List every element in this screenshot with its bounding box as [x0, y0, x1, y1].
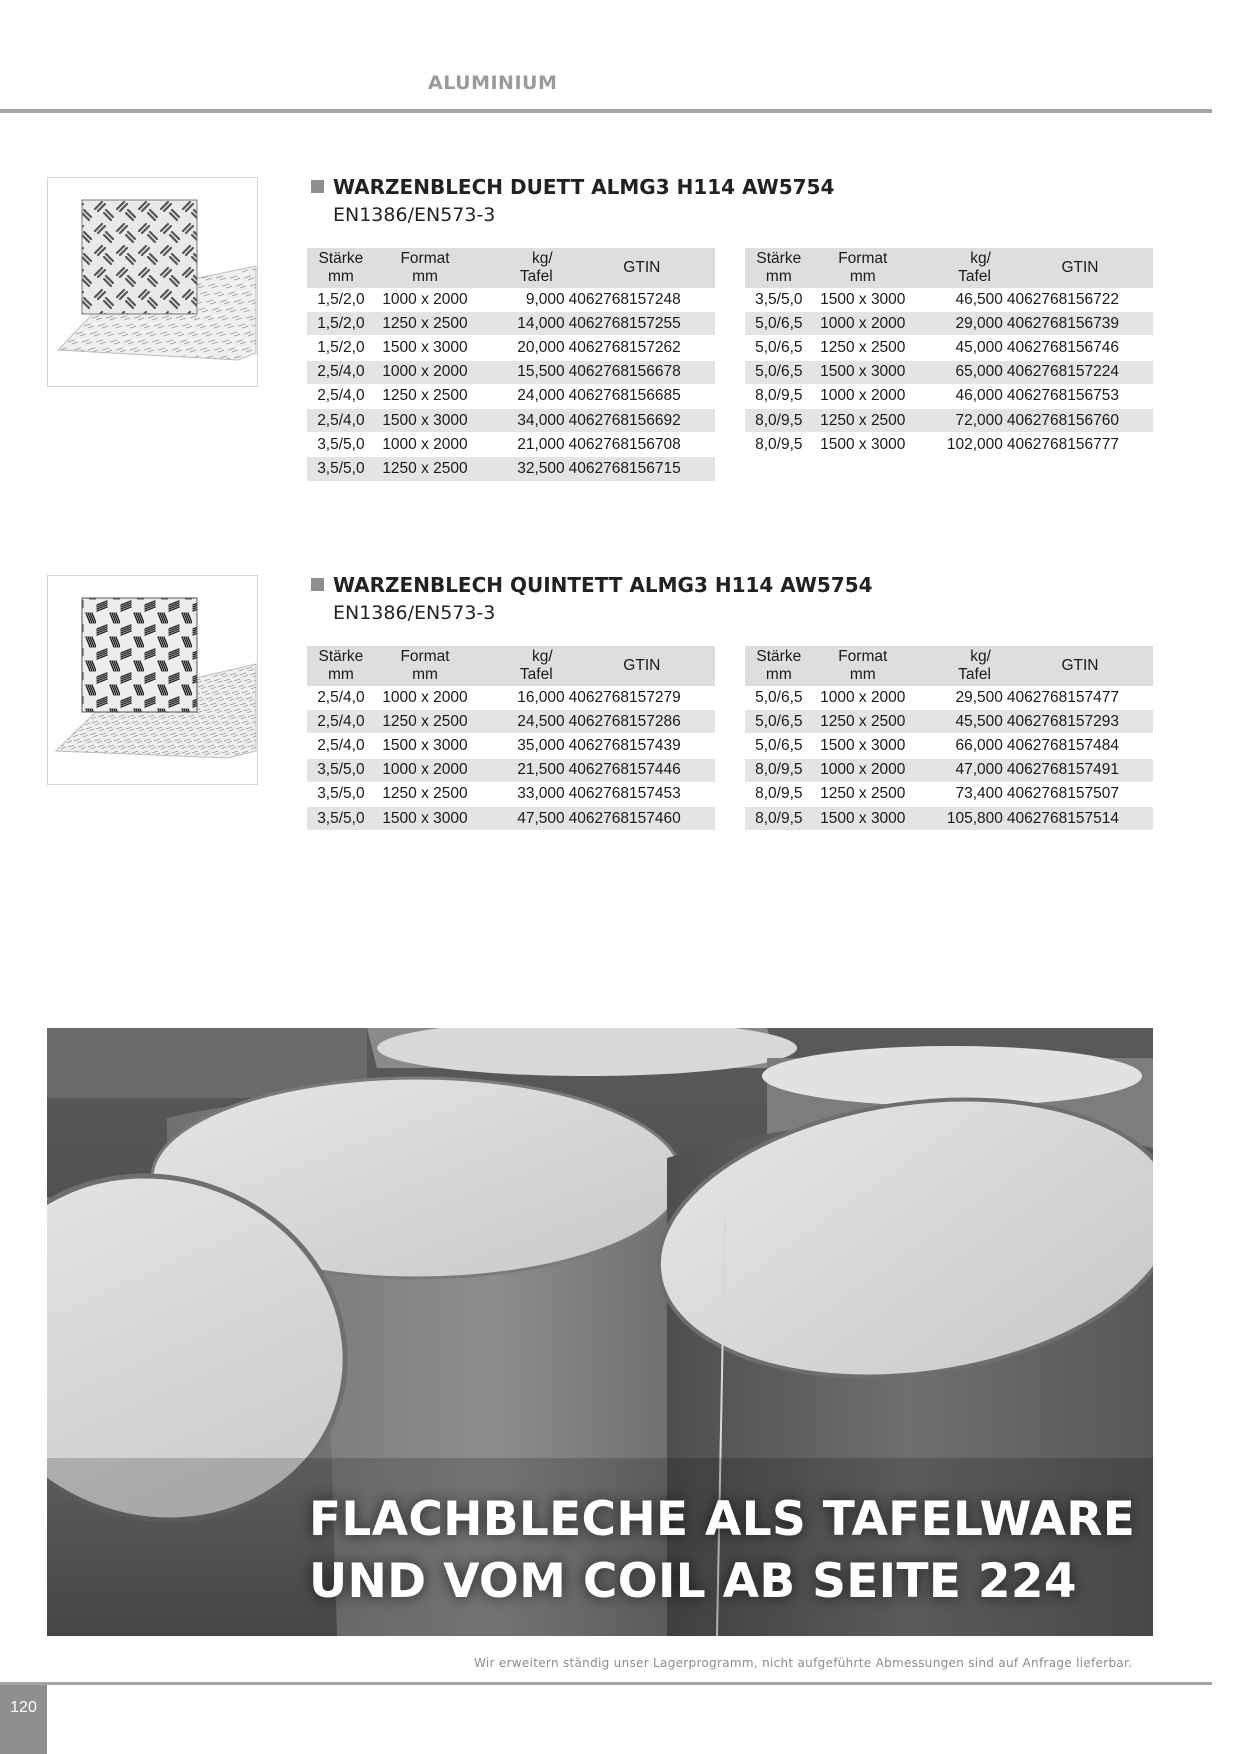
cell-kg: 47,500: [475, 806, 568, 830]
cell-staerke: 2,5/4,0: [307, 384, 375, 408]
cell-kg: 9,000: [525, 290, 565, 308]
cell-kg: 24,500: [475, 710, 568, 734]
cell-staerke: 8,0/9,5: [745, 806, 813, 830]
cell-format: 1250 x 2500: [375, 457, 475, 481]
col-header-staerke: Stärke mm: [745, 248, 813, 288]
cell-staerke: 5,0/6,5: [745, 360, 813, 384]
spec-table-duett-right: [745, 248, 1153, 456]
cell-format: 1500 x 3000: [375, 336, 475, 360]
table-row: [307, 686, 715, 710]
promo-headline: [309, 1489, 1135, 1613]
table-row: [745, 433, 1153, 457]
col-header-gtin: GTIN: [569, 248, 715, 288]
table-row: [307, 312, 715, 336]
cell-kg: 46,000: [913, 384, 1007, 408]
cell-kg: 15,500: [475, 360, 568, 384]
bullet-square-icon: [311, 578, 324, 591]
cell-gtin: 4062768157484: [1007, 734, 1153, 758]
cell-format: 1000 x 2000: [382, 688, 468, 706]
col-header-gtin: GTIN: [569, 646, 715, 686]
table-row: [745, 384, 1153, 408]
table-row: [307, 734, 715, 758]
spec-table-quintett-right: [745, 646, 1153, 830]
aluminium-coils-photo: [47, 1028, 1153, 1636]
cell-staerke: 1,5/2,0: [317, 290, 365, 308]
cell-staerke: 3,5/5,0: [307, 758, 375, 782]
cell-format: 1250 x 2500: [813, 336, 913, 360]
col-header-staerke: Stärke mm: [307, 248, 375, 288]
table-row: [307, 758, 715, 782]
col-header-staerke: Stärke mm: [745, 646, 813, 686]
col-header-gtin: GTIN: [1007, 248, 1153, 288]
cell-gtin: 4062768156739: [1007, 312, 1153, 336]
cell-kg: 73,400: [913, 782, 1007, 806]
cell-staerke: 8,0/9,5: [745, 433, 813, 457]
header-divider: [0, 109, 1212, 113]
cell-kg: 47,000: [913, 758, 1007, 782]
cell-gtin: 4062768156777: [1007, 433, 1153, 457]
cell-kg: 24,000: [475, 384, 568, 408]
spec-table-quintett-left: [307, 646, 715, 830]
cell-format: 1250 x 2500: [813, 782, 913, 806]
cell-format: 1000 x 2000: [375, 433, 475, 457]
table-header-row: [307, 646, 715, 686]
col-header-kg: kg/ Tafel: [913, 646, 1007, 686]
table-row: [307, 806, 715, 830]
cell-kg: 21,500: [475, 758, 568, 782]
cell-staerke: 8,0/9,5: [745, 408, 813, 432]
product-title-text: WARZENBLECH DUETT ALMG3 H114 AW5754: [333, 175, 835, 199]
table-row: [745, 758, 1153, 782]
cell-gtin: 4062768156753: [1007, 384, 1153, 408]
promo-line-2: UND VOM COIL AB SEITE 224: [309, 1554, 1077, 1609]
footnote-text: Wir erweitern ständig unser Lagerprogramm, nicht aufgeführte Abmessungen sind auf Anfrage lieferbar.: [474, 1656, 1133, 1670]
col-header-format: Format mm: [813, 248, 913, 288]
col-header-kg: kg/ Tafel: [913, 248, 1007, 288]
cell-staerke: 1,5/2,0: [307, 336, 375, 360]
quintett-tread-plate-image: [47, 575, 258, 785]
cell-format: 1250 x 2500: [813, 710, 913, 734]
footer-divider: [0, 1682, 1212, 1685]
table-row: [745, 710, 1153, 734]
cell-kg: 46,500: [955, 290, 1003, 308]
table-row: [307, 288, 715, 312]
table-row: [307, 384, 715, 408]
table-row: [307, 360, 715, 384]
cell-gtin: 4062768157477: [1006, 688, 1119, 706]
cell-format: 1000 x 2000: [813, 758, 913, 782]
cell-format: 1500 x 3000: [375, 734, 475, 758]
cell-kg: 105,800: [913, 806, 1007, 830]
col-header-staerke: Stärke mm: [307, 646, 375, 686]
cell-format: 1250 x 2500: [375, 384, 475, 408]
cell-gtin: 4062768157248: [568, 290, 681, 308]
product-title-duett: [311, 175, 834, 199]
cell-gtin: 4062768156685: [569, 384, 715, 408]
table-row: [745, 312, 1153, 336]
cell-format: 1500 x 3000: [375, 408, 475, 432]
table-row: [745, 782, 1153, 806]
cell-format: 1500 x 3000: [375, 806, 475, 830]
cell-format: 1500 x 3000: [813, 734, 913, 758]
table-row: [745, 806, 1153, 830]
cell-kg: 45,500: [913, 710, 1007, 734]
cell-kg: 65,000: [913, 360, 1007, 384]
table-row: [307, 457, 715, 481]
cell-format: 1250 x 2500: [813, 408, 913, 432]
cell-gtin: 4062768157224: [1007, 360, 1153, 384]
cell-kg: 45,000: [913, 336, 1007, 360]
table-row: [745, 336, 1153, 360]
table-row: [307, 433, 715, 457]
product-subtitle-duett: EN1386/EN573-3: [333, 204, 496, 226]
cell-format: 1000 x 2000: [375, 758, 475, 782]
cell-staerke: 3,5/5,0: [307, 457, 375, 481]
col-header-kg: kg/ Tafel: [475, 646, 568, 686]
cell-gtin: 4062768156678: [569, 360, 715, 384]
cell-gtin: 4062768157262: [569, 336, 715, 360]
cell-staerke: 5,0/6,5: [745, 312, 813, 336]
cell-format: 1000 x 2000: [375, 360, 475, 384]
cell-gtin: 4062768157491: [1007, 758, 1153, 782]
cell-staerke: 8,0/9,5: [745, 782, 813, 806]
table-row: [745, 686, 1153, 710]
section-title: ALUMINIUM: [428, 72, 558, 94]
col-header-kg: kg/ Tafel: [475, 248, 568, 288]
cell-kg: 32,500: [475, 457, 568, 481]
table-row: [745, 288, 1153, 312]
cell-gtin: 4062768156722: [1006, 290, 1119, 308]
cell-gtin: 4062768157460: [569, 806, 715, 830]
cell-gtin: 4062768157439: [569, 734, 715, 758]
page-number: 120: [0, 1685, 47, 1754]
col-header-format: Format mm: [813, 646, 913, 686]
cell-gtin: 4062768156746: [1007, 336, 1153, 360]
cell-staerke: 3,5/5,0: [307, 782, 375, 806]
cell-gtin: 4062768157514: [1007, 806, 1153, 830]
cell-gtin: 4062768157286: [569, 710, 715, 734]
cell-staerke: 3,5/5,0: [307, 433, 375, 457]
cell-staerke: 3,5/5,0: [307, 806, 375, 830]
table-header-row: [745, 248, 1153, 288]
cell-kg: 34,000: [475, 408, 568, 432]
col-header-gtin: GTIN: [1007, 646, 1153, 686]
cell-kg: 66,000: [913, 734, 1007, 758]
cell-staerke: 1,5/2,0: [307, 312, 375, 336]
cell-format: 1500 x 3000: [813, 433, 913, 457]
cell-kg: 72,000: [913, 408, 1007, 432]
cell-staerke: 8,0/9,5: [745, 384, 813, 408]
cell-staerke: 2,5/4,0: [317, 688, 365, 706]
cell-format: 1000 x 2000: [813, 312, 913, 336]
col-header-format: Format mm: [375, 248, 475, 288]
cell-format: 1500 x 3000: [813, 806, 913, 830]
cell-kg: 20,000: [475, 336, 568, 360]
cell-staerke: 2,5/4,0: [307, 710, 375, 734]
cell-gtin: 4062768157446: [569, 758, 715, 782]
cell-gtin: 4062768157255: [569, 312, 715, 336]
cell-format: 1000 x 2000: [382, 290, 468, 308]
cell-kg: 16,000: [517, 688, 565, 706]
cell-format: 1250 x 2500: [375, 710, 475, 734]
cell-gtin: 4062768157279: [568, 688, 681, 706]
cell-staerke: 2,5/4,0: [307, 360, 375, 384]
cell-gtin: 4062768157293: [1007, 710, 1153, 734]
cell-format: 1000 x 2000: [820, 688, 906, 706]
promo-line-1: FLACHBLECHE ALS TAFELWARE: [309, 1492, 1136, 1547]
table-header-row: [745, 646, 1153, 686]
cell-format: 1500 x 3000: [820, 290, 906, 308]
table-row: [745, 360, 1153, 384]
cell-staerke: 2,5/4,0: [307, 734, 375, 758]
table-row: [307, 336, 715, 360]
table-row: [745, 408, 1153, 432]
cell-gtin: 4062768156760: [1007, 408, 1153, 432]
spec-table-duett-left: [307, 248, 715, 481]
col-header-format: Format mm: [375, 646, 475, 686]
cell-staerke: 5,0/6,5: [745, 336, 813, 360]
cell-format: 1250 x 2500: [375, 312, 475, 336]
cell-format: 1250 x 2500: [375, 782, 475, 806]
table-header-row: [307, 248, 715, 288]
cell-gtin: 4062768157507: [1007, 782, 1153, 806]
cell-kg: 14,000: [475, 312, 568, 336]
cell-staerke: 5,0/6,5: [745, 710, 813, 734]
cell-staerke: 2,5/4,0: [307, 408, 375, 432]
cell-gtin: 4062768157453: [569, 782, 715, 806]
cell-gtin: 4062768156692: [569, 408, 715, 432]
cell-staerke: 5,0/6,5: [755, 688, 803, 706]
cell-staerke: 3,5/5,0: [755, 290, 803, 308]
cell-kg: 21,000: [475, 433, 568, 457]
product-title-quintett: [311, 573, 873, 597]
cell-kg: 29,500: [955, 688, 1003, 706]
cell-staerke: 5,0/6,5: [745, 734, 813, 758]
product-title-text: WARZENBLECH QUINTETT ALMG3 H114 AW5754: [333, 573, 873, 597]
table-row: [307, 782, 715, 806]
duett-tread-plate-image: [47, 177, 258, 387]
cell-gtin: 4062768156715: [569, 457, 715, 481]
bullet-square-icon: [311, 180, 324, 193]
cell-kg: 35,000: [475, 734, 568, 758]
cell-format: 1500 x 3000: [813, 360, 913, 384]
cell-kg: 29,000: [913, 312, 1007, 336]
table-row: [745, 734, 1153, 758]
product-subtitle-quintett: EN1386/EN573-3: [333, 602, 496, 624]
cell-gtin: 4062768156708: [569, 433, 715, 457]
table-row: [307, 408, 715, 432]
table-row: [307, 710, 715, 734]
cell-kg: 33,000: [475, 782, 568, 806]
cell-staerke: 8,0/9,5: [745, 758, 813, 782]
cell-kg: 102,000: [913, 433, 1007, 457]
cell-format: 1000 x 2000: [813, 384, 913, 408]
